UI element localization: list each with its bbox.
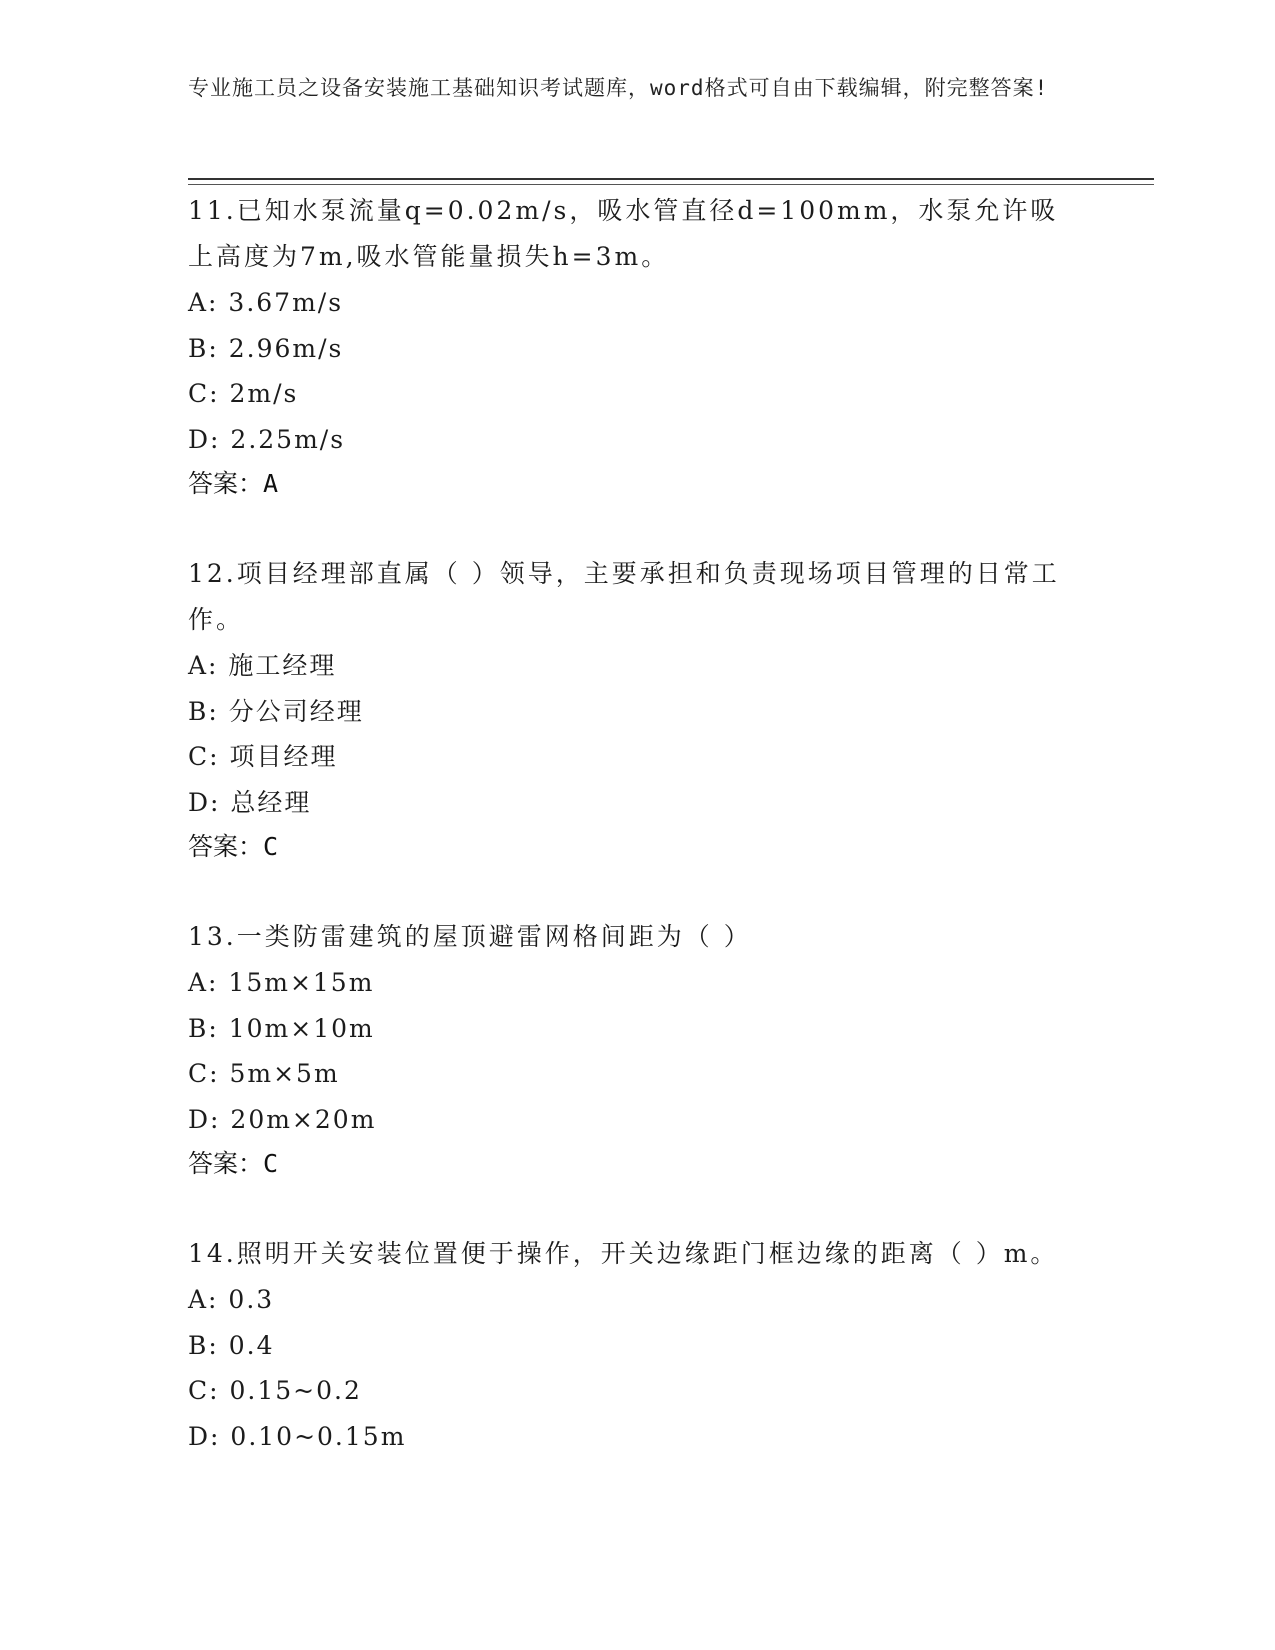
document-title: 专业施工员之设备安装施工基础知识考试题库，word格式可自由下载编辑，附完整答案! [188,76,1049,100]
answer-line: 答案：A [188,469,279,498]
option-d: D: 2.25m/s [188,424,346,454]
question-stem: 13.一类防雷建筑的屋顶避雷网格间距为（ ） [188,922,752,951]
option-a: A: 0.3 [188,1285,275,1314]
option-c: C: 2m/s [188,379,299,408]
document-header [188,72,1068,105]
option-c: C: 0.15~0.2 [188,1376,362,1405]
option-b: B: 2.96m/s [188,333,344,363]
question-stem: 14.照明开关安装位置便于操作，开关边缘距门框边缘的距离（ ）m。 [188,1239,1059,1268]
option-c: C: 5m×5m [188,1059,340,1088]
option-b: B: 10m×10m [188,1013,375,1043]
option-b: B: 0.4 [188,1330,275,1360]
question-stem: 12.项目经理部直属（ ）领导，主要承担和负责现场项目管理的日常工作。 [188,559,1060,634]
answer-line: 答案：C [188,832,279,861]
question-12 [188,551,1068,869]
option-d: D: 总经理 [188,787,312,817]
option-a: A: 施工经理 [188,651,337,680]
header-divider-thin [188,184,1154,185]
answer-line: 答案：C [188,1149,279,1178]
question-13 [188,914,1068,1186]
option-d: D: 20m×20m [188,1104,377,1134]
option-a: A: 3.67m/s [188,288,344,317]
header-divider-thick [188,178,1154,180]
question-list [188,188,1068,1504]
option-c: C: 项目经理 [188,742,338,771]
option-d: D: 0.10~0.15m [188,1421,407,1451]
option-a: A: 15m×15m [188,968,375,997]
option-b: B: 分公司经理 [188,696,364,726]
question-14 [188,1231,1068,1459]
question-11 [188,188,1068,506]
question-stem: 11.已知水泵流量q=0.02m/s，吸水管直径d=100mm，水泵允许吸上高度为7m,吸水管能量损失h=3m。 [188,196,1059,271]
